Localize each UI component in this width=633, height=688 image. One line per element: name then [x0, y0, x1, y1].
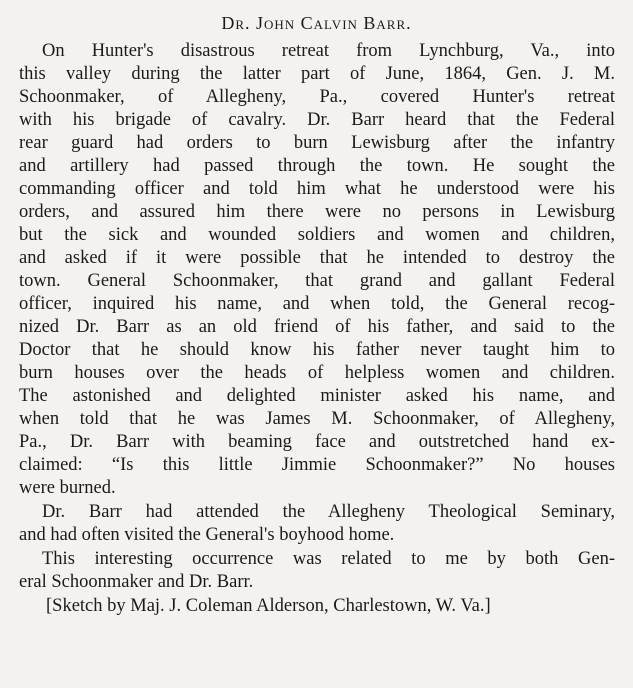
paragraph-1-line-18: Pa., Dr. Barr with beaming face and outstretched hand ex-: [19, 432, 615, 452]
paragraph-1-line-19: claimed: “Is this little Jimmie Schoonmaker?” No houses: [19, 455, 615, 475]
article-title: [0, 12, 633, 34]
article-title-text: Dr. John Calvin Barr.: [221, 13, 412, 33]
paragraph-1-line-1: On Hunter's disastrous retreat from Lynchburg, Va., into: [42, 41, 615, 61]
paragraph-1-line-20: were burned.: [19, 478, 116, 498]
paragraph-1-line-3: Schoonmaker, of Allegheny, Pa., covered Hunter's retreat: [19, 87, 615, 107]
paragraph-1-line-11: town. General Schoonmaker, that grand and gallant Federal: [19, 271, 615, 291]
paragraph-1-line-2: this valley during the latter part of June, 1864, Gen. J. M.: [19, 64, 615, 84]
paragraph-1-line-7: commanding officer and told him what he understood were his: [19, 179, 615, 199]
paragraph-3-line-2: eral Schoonmaker and Dr. Barr.: [19, 572, 254, 592]
paragraph-1-line-13: nized Dr. Barr as an old friend of his father, and said to the: [19, 317, 615, 337]
paragraph-1-line-17: when told that he was James M. Schoonmaker, of Allegheny,: [19, 409, 615, 429]
paragraph-1-line-9: but the sick and wounded soldiers and women and children,: [19, 225, 615, 245]
paragraph-1-line-5: rear guard had orders to burn Lewisburg after the infantry: [19, 133, 615, 153]
paragraph-3-line-1: This interesting occurrence was related to me by both Gen-: [42, 549, 615, 569]
paragraph-1-line-8: orders, and assured him there were no persons in Lewisburg: [19, 202, 615, 222]
sketch-credit: [Sketch by Maj. J. Coleman Alderson, Charlestown, W. Va.]: [46, 596, 491, 616]
paragraph-1-line-10: and asked if it were possible that he intended to destroy the: [19, 248, 615, 268]
paragraph-1-line-6: and artillery had passed through the town. He sought the: [19, 156, 615, 176]
paragraph-2-line-2: and had often visited the General's boyhood home.: [19, 525, 395, 545]
paragraph-1-line-12: officer, inquired his name, and when told, the General recog-: [19, 294, 615, 314]
paragraph-2-line-1: Dr. Barr had attended the Allegheny Theological Seminary,: [42, 502, 615, 522]
paragraph-1-line-15: burn houses over the heads of helpless women and children.: [19, 363, 615, 383]
paragraph-1-line-16: The astonished and delighted minister asked his name, and: [19, 386, 615, 406]
paragraph-1-line-14: Doctor that he should know his father never taught him to: [19, 340, 615, 360]
paragraph-1-line-4: with his brigade of cavalry. Dr. Barr heard that the Federal: [19, 110, 615, 130]
